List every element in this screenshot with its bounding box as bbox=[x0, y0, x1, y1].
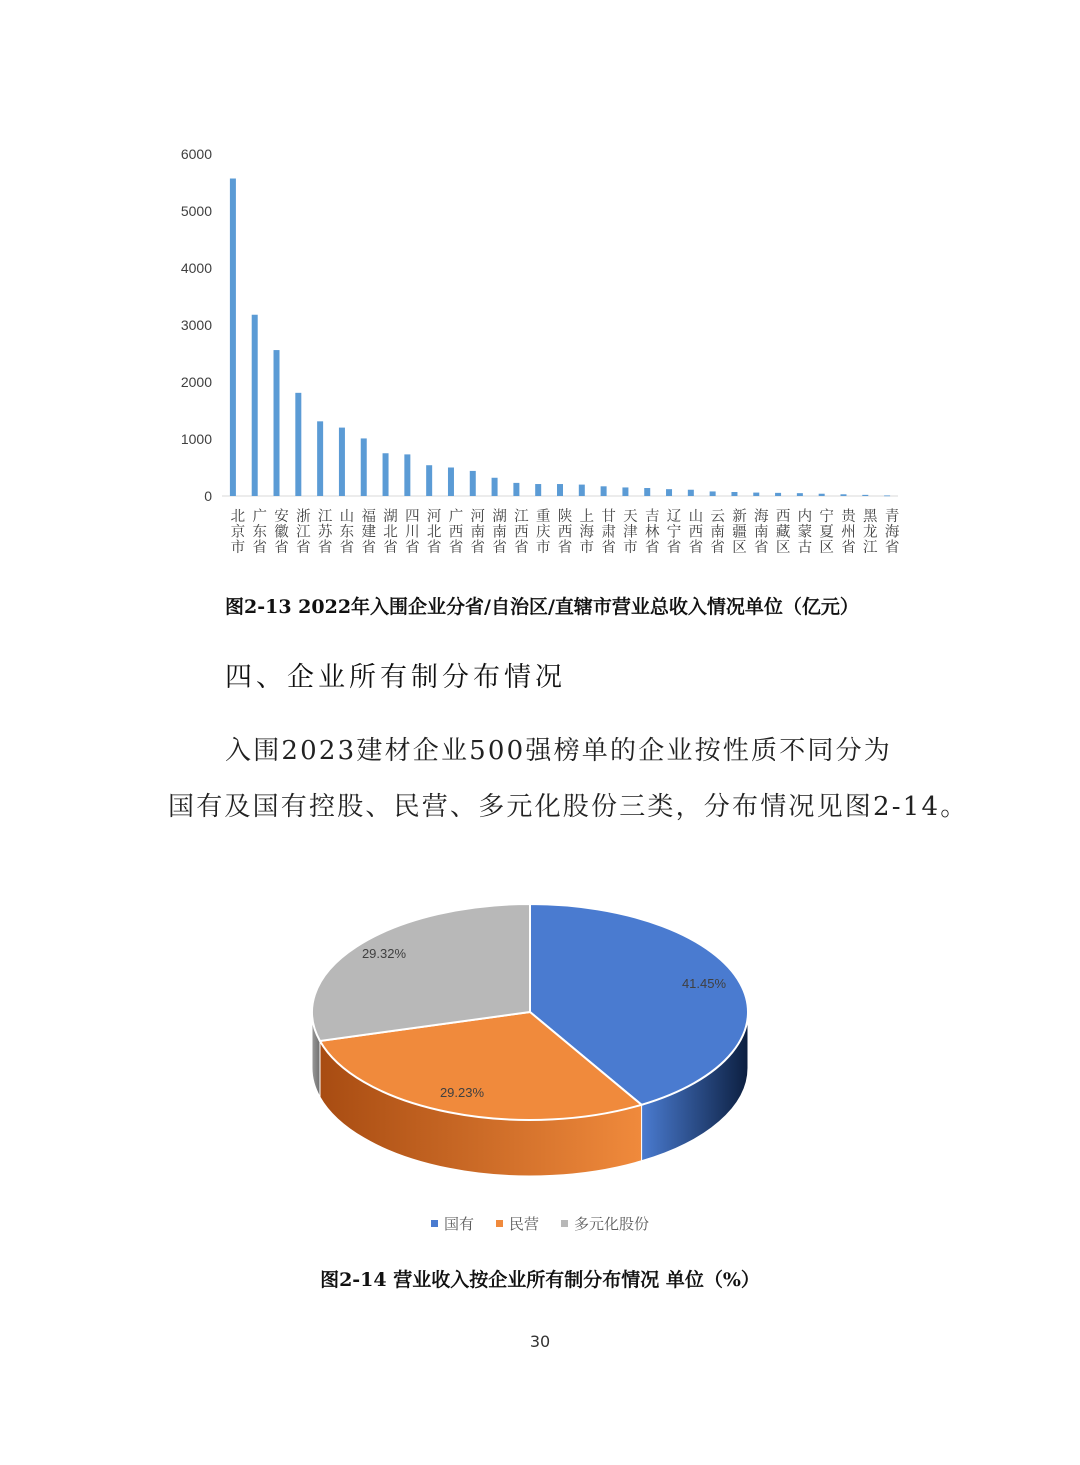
legend-swatch bbox=[496, 1220, 503, 1227]
x-tick-label: 广西省 bbox=[448, 509, 464, 556]
paragraph-line-1: 入围2023建材企业500强榜单的企业按性质不同分为 bbox=[225, 736, 892, 766]
bar bbox=[688, 490, 694, 496]
x-tick-label: 山西省 bbox=[688, 509, 704, 556]
x-tick-label: 上海市 bbox=[579, 509, 595, 556]
x-tick-label: 辽宁省 bbox=[666, 509, 682, 556]
bar bbox=[710, 491, 716, 496]
bar bbox=[819, 494, 825, 496]
bar bbox=[579, 485, 585, 496]
page-number: 30 bbox=[529, 1332, 551, 1351]
x-tick-label: 黑龙江 bbox=[863, 509, 878, 556]
pie-data-label: 41.45% bbox=[681, 976, 727, 991]
bar bbox=[535, 484, 541, 496]
bar bbox=[317, 421, 323, 496]
paragraph-line-2: 国有及国有控股、民营、多元化股份三类，分布情况见图2-14。 bbox=[168, 792, 969, 822]
y-tick-label: 4000 bbox=[180, 260, 212, 276]
figure-caption-2-14: 图2-14 营业收入按企业所有制分布情况 单位（%） bbox=[320, 1269, 760, 1291]
x-tick-label: 陕西省 bbox=[557, 509, 573, 556]
y-tick-label: 0 bbox=[204, 488, 212, 504]
bar bbox=[513, 483, 519, 496]
x-tick-label: 湖南省 bbox=[492, 509, 507, 556]
bar bbox=[644, 488, 650, 496]
x-tick-label: 浙江省 bbox=[296, 509, 311, 556]
x-tick-label: 北京市 bbox=[230, 509, 246, 556]
x-tick-label: 湖北省 bbox=[383, 509, 398, 556]
bar bbox=[884, 495, 890, 496]
bar bbox=[470, 471, 476, 496]
bar bbox=[557, 484, 563, 496]
bar bbox=[252, 315, 258, 496]
y-tick-label: 5000 bbox=[180, 203, 212, 219]
x-tick-label: 西藏区 bbox=[775, 509, 791, 556]
bar bbox=[840, 494, 846, 496]
bar bbox=[448, 468, 454, 497]
legend-label: 多元化股份 bbox=[574, 1215, 650, 1233]
bar bbox=[274, 350, 280, 496]
x-tick-label: 安徽省 bbox=[274, 509, 289, 556]
x-tick-label: 河北省 bbox=[426, 509, 442, 556]
bar bbox=[404, 454, 410, 496]
x-tick-label: 山东省 bbox=[339, 509, 355, 556]
x-tick-label: 宁夏区 bbox=[819, 509, 834, 556]
x-tick-label: 天津市 bbox=[623, 509, 638, 556]
pie-chart bbox=[300, 890, 780, 1210]
x-tick-label: 云南省 bbox=[710, 509, 725, 556]
bar bbox=[492, 478, 498, 496]
legend-label: 民营 bbox=[508, 1215, 539, 1233]
bar-chart bbox=[0, 0, 1080, 580]
legend-swatch bbox=[431, 1220, 438, 1227]
x-tick-label: 四川省 bbox=[405, 509, 420, 556]
pie-data-label: 29.23% bbox=[439, 1085, 485, 1100]
x-tick-label: 广东省 bbox=[252, 509, 267, 556]
bar bbox=[622, 487, 628, 496]
bar bbox=[426, 465, 432, 496]
bar bbox=[731, 492, 737, 496]
bar bbox=[230, 179, 236, 496]
x-tick-label: 河南省 bbox=[470, 509, 486, 556]
legend-label: 国有 bbox=[443, 1215, 474, 1233]
pie-data-label: 29.32% bbox=[361, 946, 407, 961]
legend-item-diversified bbox=[561, 1213, 649, 1234]
y-tick-label: 6000 bbox=[180, 146, 212, 162]
x-tick-label: 新疆区 bbox=[732, 509, 747, 556]
bar bbox=[601, 486, 607, 496]
legend-item-private bbox=[496, 1213, 539, 1234]
section-heading: 四、企业所有制分布情况 bbox=[225, 662, 566, 693]
x-tick-label: 江苏省 bbox=[317, 509, 333, 556]
x-tick-label: 海南省 bbox=[754, 509, 769, 556]
figure-caption-2-13: 图2-13 2022年入围企业分省/自治区/直辖市营业总收入情况单位（亿元） bbox=[225, 596, 859, 618]
legend-swatch bbox=[561, 1220, 568, 1227]
bar bbox=[775, 493, 781, 496]
x-tick-label: 甘肃省 bbox=[601, 509, 616, 556]
bar bbox=[383, 453, 389, 496]
bar bbox=[753, 493, 759, 496]
x-tick-label: 青海省 bbox=[884, 509, 900, 556]
x-tick-label: 贵州省 bbox=[841, 509, 856, 556]
x-tick-label: 江西省 bbox=[514, 509, 529, 556]
bar bbox=[339, 428, 345, 496]
bar bbox=[295, 393, 301, 496]
x-tick-label: 内蒙古 bbox=[797, 509, 813, 556]
y-tick-label: 2000 bbox=[180, 374, 212, 390]
bar bbox=[862, 495, 868, 496]
y-tick-label: 3000 bbox=[180, 317, 212, 333]
pie-legend bbox=[0, 1213, 1080, 1234]
y-tick-label: 1000 bbox=[180, 431, 212, 447]
x-tick-label: 吉林省 bbox=[644, 509, 660, 556]
x-tick-label: 福建省 bbox=[361, 509, 376, 556]
bar bbox=[797, 493, 803, 496]
legend-item-state-owned bbox=[431, 1213, 474, 1234]
x-tick-label: 重庆市 bbox=[535, 509, 551, 556]
bar bbox=[361, 438, 367, 496]
bar bbox=[666, 489, 672, 496]
